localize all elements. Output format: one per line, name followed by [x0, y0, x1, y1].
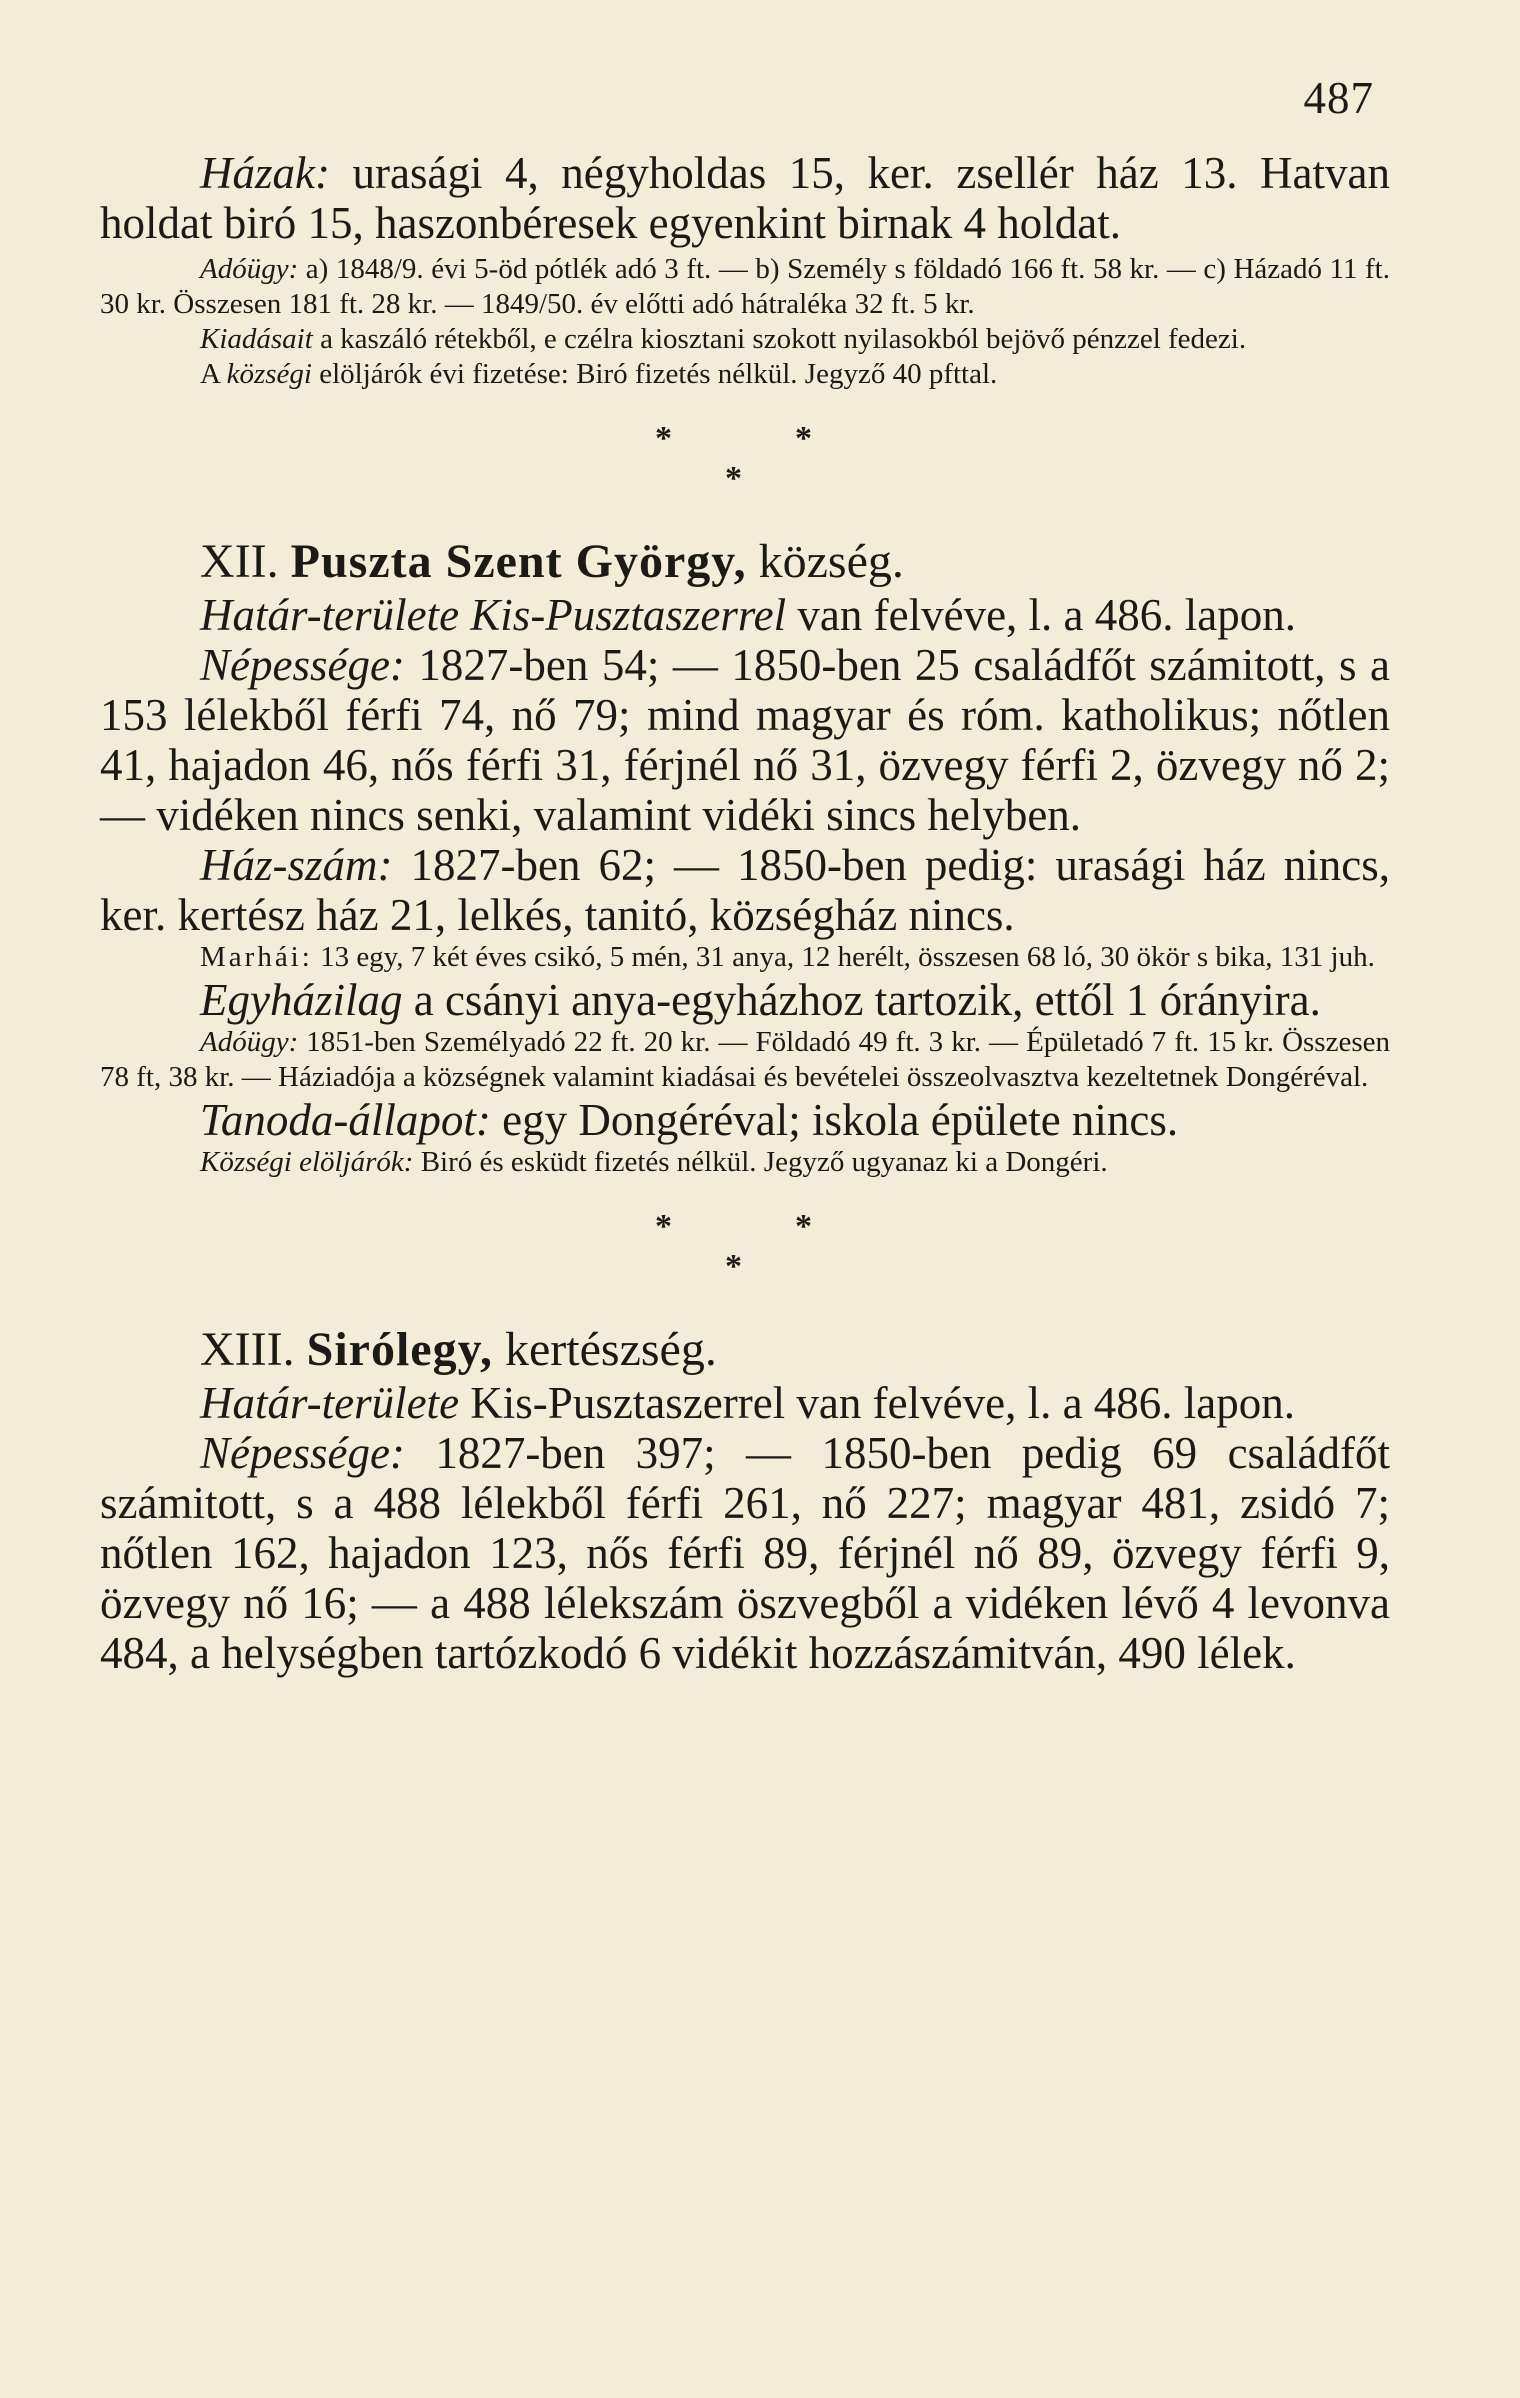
section-separator: [100, 402, 1390, 522]
section-12-kind: község.: [746, 535, 904, 588]
s13-hatar-label: Határ-területe: [200, 1378, 460, 1428]
kiadasai-text: a kaszáló rétekből, e czélra kiosztani szokott nyilasokból bejövő pénzzel fedezi.: [312, 323, 1247, 355]
kiadasai-label: Kiadásait: [200, 323, 313, 355]
separator-star: *: [795, 420, 812, 457]
adougy-text: a) 1848/9. évi 5-öd pótlék adó 3 ft. — b) Személy s földadó 166 ft. 58 kr. — c) Házadó 11 ft. 30 kr. Összesen 181 ft. 28 kr. — 1849/50. év előtti adó hátraléka 32 ft. 5 kr.: [100, 253, 1390, 320]
s12-adougy-label: Adóügy:: [200, 1026, 299, 1058]
s12-tanoda-text: egy Dongéréval; iskola épülete nincs.: [490, 1095, 1179, 1145]
s13-nep-text: 1827-ben 397; — 1850-ben pedig 69 családfőt számitott, s a 488 lélekből férfi 261, nő 227; magyar 481, zsidó 7; nőtlen 162, hajadon 123, nős férfi 89, férjnél nő 89, özvegy férfi 9, özvegy nő 16; — a 488 lélekszám öszvegből a vidéken lévő 4 levonva 484, a helységben tartózkodó 6 vidékit hozzászámitván, 490 lélek.: [100, 1428, 1390, 1678]
s12-marhai-label: Marhái:: [200, 941, 313, 973]
separator-star: *: [795, 1208, 812, 1245]
section-13-heading: [100, 1322, 1390, 1378]
s12-tanoda-paragraph: [100, 1095, 1390, 1145]
s12-elo-text: Biró és esküdt fizetés nélkül. Jegyző ugyanaz ki a Dongéri.: [413, 1146, 1108, 1178]
s13-nep-label: Népessége:: [200, 1428, 405, 1478]
s12-hatar-label: Határ-területe Kis-Pusztaszerrel: [200, 590, 787, 640]
s12-elo-paragraph: [100, 1145, 1390, 1180]
s12-marhai-text: 13 egy, 7 két éves csikó, 5 mén, 31 anya, 12 herélt, összesen 68 ló, 30 ökör s bika, 131 juh.: [312, 941, 1375, 973]
page-number: 487: [1303, 73, 1374, 123]
separator-star: *: [725, 1248, 742, 1285]
s12-hatar-text: van felvéve, l. a 486. lapon.: [786, 590, 1296, 640]
separator-star: *: [655, 1208, 672, 1245]
s12-haz-text: 1827-ben 62; — 1850-ben pedig: urasági ház nincs, ker. kertész ház 21, lelkés, tanitó, községház nincs.: [100, 840, 1390, 940]
s13-nep-paragraph: [100, 1428, 1390, 1678]
s12-egyhaz-text: a csányi anya-egyházhoz tartozik, ettől 1 órányira.: [402, 975, 1321, 1025]
s12-nep-text: 1827-ben 54; — 1850-ben 25 családfőt számitott, s a 153 lélekből férfi 74, nő 79; mind magyar és róm. katholikus; nőtlen 41, hajadon 46, nős férfi 31, férjnél nő 31, özvegy férfi 2, özvegy nő 2; — vidéken nincs senki, valamint vidéki sincs helyben.: [100, 640, 1390, 840]
s12-adougy-text: 1851-ben Személyadó 22 ft. 20 kr. — Földadó 49 ft. 3 kr. — Épületadó 7 ft. 15 kr. Összesen 78 ft, 38 kr. — Háziadója a községnek valamint kiadásai és bevételei összeolvasztva kezeltetnek Dongéréval.: [100, 1026, 1390, 1093]
hazak-label: Házak:: [200, 148, 330, 198]
elojarok-prefix: A: [200, 358, 227, 390]
s12-haz-paragraph: [100, 840, 1390, 940]
adougy-label: Adóügy:: [200, 253, 299, 285]
hazak-paragraph: [100, 148, 1390, 248]
s12-elo-label: Községi elöljárók:: [200, 1146, 414, 1178]
page-body: [100, 148, 1390, 1678]
section-13-numeral: XIII.: [200, 1323, 295, 1376]
s13-hatar-text: Kis-Pusztaszerrel van felvéve, l. a 486. lapon.: [459, 1378, 1296, 1428]
s12-egyhaz-label: Egyházilag: [200, 975, 403, 1025]
elojarok-paragraph: [100, 357, 1390, 392]
separator-star: *: [655, 420, 672, 457]
adougy-paragraph: [100, 252, 1390, 322]
s12-marhai-paragraph: [100, 940, 1390, 975]
elojarok-label: községi: [226, 358, 312, 390]
section-13-name: Sirólegy,: [306, 1323, 493, 1376]
s12-nep-label: Népessége:: [200, 640, 405, 690]
s12-nep-paragraph: [100, 640, 1390, 840]
separator-star: *: [725, 460, 742, 497]
s12-haz-label: Ház-szám:: [200, 840, 393, 890]
section-12-heading: [100, 534, 1390, 590]
s13-hatar-paragraph: [100, 1378, 1390, 1428]
s12-adougy-paragraph: [100, 1025, 1390, 1095]
s12-tanoda-label: Tanoda-állapot:: [200, 1095, 491, 1145]
hazak-text: urasági 4, négyholdas 15, ker. zsellér ház 13. Hatvan holdat biró 15, haszonbéresek egyenkint birnak 4 holdat.: [100, 148, 1390, 248]
section-13-kind: kertészség.: [492, 1323, 717, 1376]
section-12-name: Puszta Szent György,: [290, 535, 747, 588]
s12-hatar-paragraph: [100, 590, 1390, 640]
elojarok-text: elöljárók évi fizetése: Biró fizetés nélkül. Jegyző 40 pfttal.: [311, 358, 998, 390]
section-separator: [100, 1190, 1390, 1310]
section-12-numeral: XII.: [200, 535, 279, 588]
kiadasai-paragraph: [100, 322, 1390, 357]
s12-egyhaz-paragraph: [100, 975, 1390, 1025]
